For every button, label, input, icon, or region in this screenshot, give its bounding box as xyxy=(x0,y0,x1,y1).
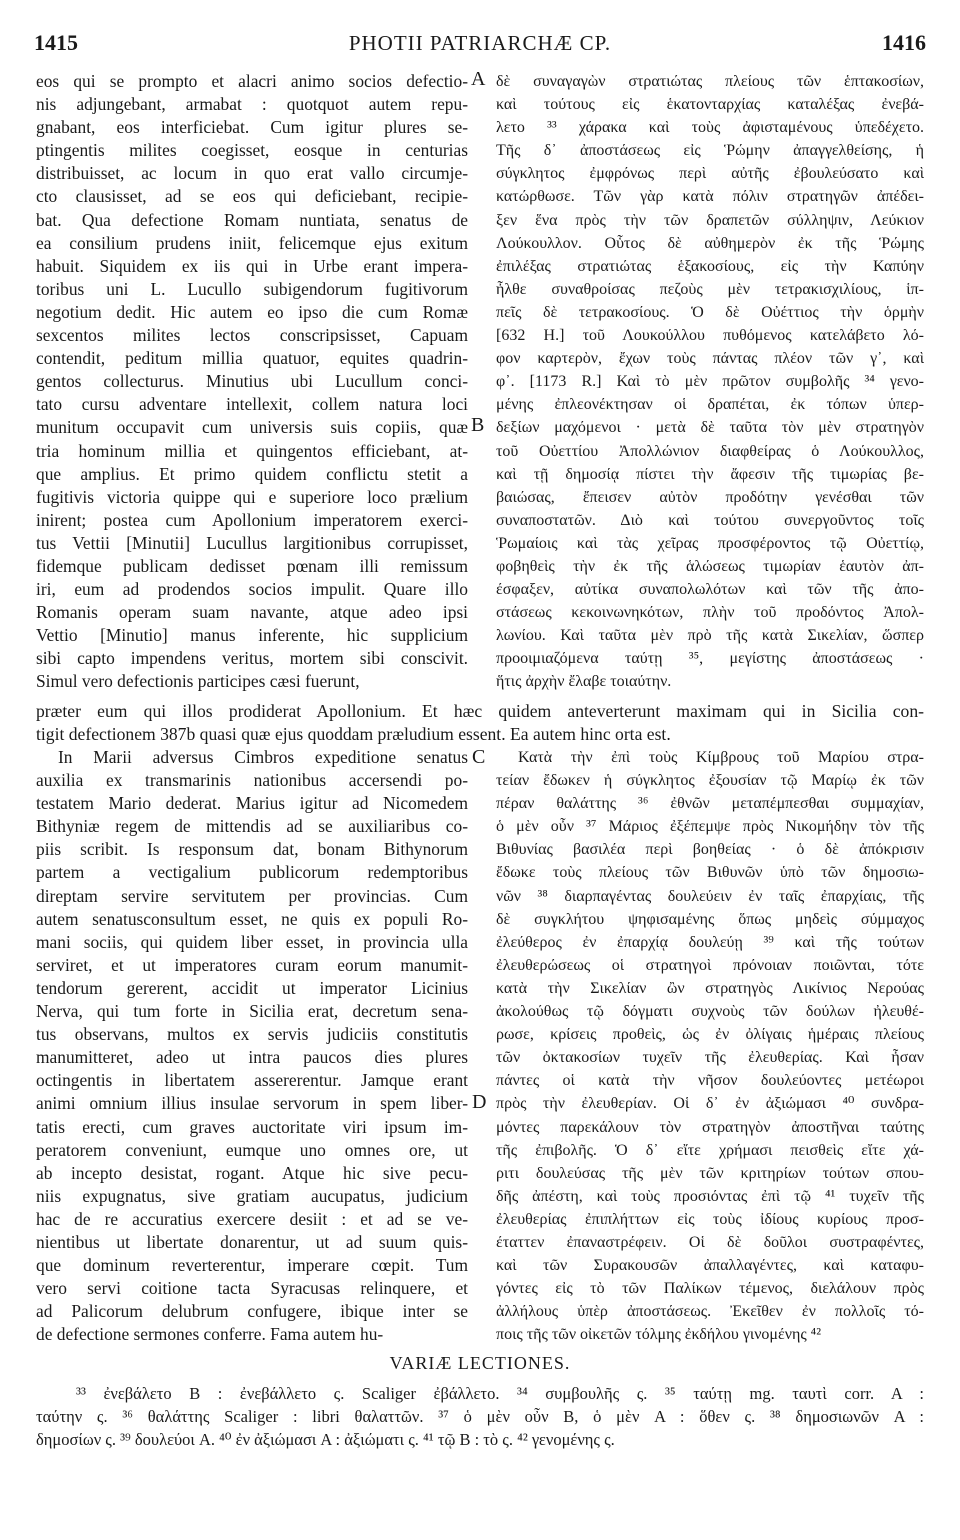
greek-a-line: σύγκλητος ἐμφρόνως περὶ αὐτῆς ἐβουλεύσατο καὶ xyxy=(496,165,924,183)
greek-b-line: κατὰ τὴν Σικελίαν ὢν στρατηγὸς Λικίνιος Νερούας xyxy=(496,979,924,997)
latin-b-line: direptam servire servitutem per provincias. Cum xyxy=(36,885,468,906)
section-marker-d: D xyxy=(472,1091,487,1113)
greek-b-line: πάντες οἱ κατὰ τὴν νῆσον δουλεύοντες μετέωροι xyxy=(496,1072,924,1090)
latin-a-line: distribuisset, ac locum in quo erat vallo circumje- xyxy=(36,163,468,184)
latin-b-line: piis scribit. Is responsum dat, bonam Bithynorum xyxy=(36,839,468,860)
greek-a-line: βαιώσας, ἔπεισεν αὐτὸν προδότην γενέσθαι τῶν xyxy=(496,488,924,506)
greek-b-line: ἀλλήλους ὑπὲρ ἀποστάσεως. Ἐκεῖθεν ἐν πολλοῖς τό- xyxy=(496,1303,924,1321)
right-page-number: 1416 xyxy=(882,30,926,55)
greek-b-line: τῆς ἐπιβολῆς. Ὁ δ᾽ εἴτε χρήμασι πεισθεὶς εἴτε χά- xyxy=(496,1141,924,1159)
latin-a-line: Romanis operam suam navante, atque adeo ipsi xyxy=(36,602,468,623)
latin-a-line: bat. Qua defectione Romam nuntiata, senatus de xyxy=(36,209,468,230)
greek-a-line: μένης ἐπλεονέκτησαν οἱ δραπέται, ἐκ τόπων ὑπερ- xyxy=(496,396,924,414)
latin-b-line: autem senatusconsultum esset, ne quis ex populi Ro- xyxy=(36,908,468,929)
latin-b-line: vero servi coitione tacta Syracusas relinquere, et xyxy=(36,1278,468,1299)
full-width-text xyxy=(36,700,924,746)
latin-b-line: niis expugnatus, sive gratiam aucupatus, judicium xyxy=(36,1185,468,1206)
greek-b-line: Κατὰ τὴν ἐπὶ τοὺς Κίμβρους τοῦ Μαρίου στρα- xyxy=(518,749,924,766)
latin-b-line: manumitteret, adeo ut intra paucos dies plures xyxy=(36,1047,468,1068)
greek-b-line: ἐλεύθερος ἐν ἐπαρχίᾳ δουλεύῃ ³⁹ καὶ τῆς τούτων xyxy=(496,933,924,951)
greek-a-line: ξεν ἕνα πρὸς τὴν τῶν δραπετῶν σύλληψιν, Λεύκιον xyxy=(496,211,924,229)
latin-a-line: tus Vettii [Minutii] Lucullus largitionibus corrupisset, xyxy=(36,532,468,553)
latin-a-line: negotium dedit. Hic autem eo ipso die cum Romæ xyxy=(36,301,468,322)
greek-b-line: ἐλευθερίας ἐπιπλήττων εἰς τοὺς ἰδίους κυρίους προσ- xyxy=(496,1210,924,1228)
latin-a-line: tato cursu adventare intellexit, collem natura loci xyxy=(36,394,468,415)
greek-a-line: [632 H.] τοῦ Λουκούλλου πυθόμενος κατελάβετο λό- xyxy=(496,327,924,345)
greek-a-line: φ᾽. [1173 R.] Καὶ τὸ μὲν πρῶτον συμβολῆς ³⁴ γενο- xyxy=(496,373,924,391)
latin-a-line: fugitivis victoria quippe qui e superiore loco prælium xyxy=(36,486,468,507)
latin-b-line: tendorum gererent, accidit ut imperator Licinius xyxy=(36,977,468,998)
latin-a-line: gentos collecturus. Minutius ubi Lucullum conci- xyxy=(36,371,468,392)
latin-b-line: partem a vectigalium publicorum redemptoribus xyxy=(36,862,468,883)
greek-a-line: Λούκουλλον. Οὗτος δὲ αὐθημερὸν ἐκ τῆς Ῥώμης xyxy=(496,234,924,252)
greek-b-line: ριτι δουλεύσας τῆς μὲν τῶν κριτηρίων τούτων σπου- xyxy=(496,1164,924,1182)
greek-a-line: συναποστατῶν. Διὸ καὶ τούτου συνεργοῦντος τοῖς xyxy=(496,511,924,529)
latin-a-line: inirent; postea cum Apollonium imperatorem exerci- xyxy=(36,509,468,530)
greek-b-line: ἐλευθερώσεως οἱ στρατηγοὶ πρόνοιαν ποιῶνται, τότε xyxy=(496,956,924,974)
latin-a-line: sibi capto impendens veritus, mortem sibi conscivit. xyxy=(36,648,468,669)
variant-readings-notes xyxy=(36,1382,924,1451)
greek-a-line: δὲ συναγαγὼν στρατιώτας πλείους τῶν ἑπτακοσίων, xyxy=(496,73,924,90)
greek-b-line: μόντες παρεκάλουν τὸν στρατηγὸν ἀποστῆναι ταύτης xyxy=(496,1118,924,1136)
latin-column-bottom xyxy=(36,746,468,1346)
latin-a-line: tria hominum millia et quingentos efficiebant, at- xyxy=(36,440,468,461)
latin-b-line: que dominum reverterentur, imperare cœpit. Tum xyxy=(36,1255,468,1276)
latin-a-line: contendit, peditum millia quatuor, equites quadrin- xyxy=(36,348,468,369)
greek-column-top xyxy=(496,70,924,694)
latin-a-line: eos qui se prompto et alacri animo socios defectio- xyxy=(36,71,468,91)
notes-line: ταύτην ς. ³⁶ θαλάττης Scaliger : libri θαλαττῶν. ³⁷ ὁ μὲν οὖν B, ὁ μὲν A : ὅθεν ς. ³⁸ δημοσιωνῶν A : xyxy=(36,1407,924,1426)
greek-a-line: κατώρθωσε. Τῶν γὰρ κατὰ πόλιν στρατηγῶν ἀπέδει- xyxy=(496,188,924,206)
greek-b-line: τῶν ὀκτακοσίων τυχεῖν τῆς ἐλευθερίας. Καὶ ἦσαν xyxy=(496,1049,924,1067)
variae-lectiones-title: VARIÆ LECTIONES. xyxy=(389,1353,571,1373)
greek-b-line: έταττεν ἐπαναστρέφειν. Οἱ δὲ δοῦλοι συστραφέντες, xyxy=(496,1233,924,1251)
latin-b-line: animi omnium illius insulae servorum in spem liber- xyxy=(36,1093,468,1114)
greek-a-line: καὶ τῇ δημοσίᾳ πίστει τὴν ἄφεσιν τῆς τιμωρίας βε- xyxy=(496,465,924,483)
left-page-number: 1415 xyxy=(34,30,78,55)
latin-a-line: que amplius. Et primo quidem conflictu stetit a xyxy=(36,463,468,484)
notes-line: δημοσίων ς. ³⁹ δουλεύοι A. ⁴⁰ ἐν ἀξιώμασι A : ἀξιώματι ς. ⁴¹ τῷ B : τὸ ς. ⁴² γενομένης ς. xyxy=(36,1430,615,1449)
latin-a-line: cto clausisset, ad se eos qui deficiebant, recipie- xyxy=(36,186,468,207)
latin-b-line: ab incepto desistat, rogant. Atque hic sive pecu- xyxy=(36,1162,468,1183)
latin-column-top xyxy=(36,70,468,694)
latin-a-line: ea consilium prudens iniit, felicemque ejus exitum xyxy=(36,232,468,253)
greek-a-line: δεξίων μαχόμενοι · μετὰ δὲ ταῦτα τὸν μὲν στρατηγὸν xyxy=(496,419,924,437)
latin-b-line: Nerva, qui tum forte in Sicilia erat, decretum sena- xyxy=(36,1001,468,1022)
latin-a-line: fidemque publicam dedisset pœnam illi remissum xyxy=(36,555,468,576)
section-marker-a: A xyxy=(471,68,486,90)
latin-b-line: octingentis in libertatem assererentur. Jamque erant xyxy=(36,1070,468,1091)
latin-a-line: iri, eum ad prodendos socios impulit. Quare illo xyxy=(36,579,468,600)
notes-line: ³³ ἐνεβάλετο B : ἐνεβάλλετο ς. Scaliger ἐβάλλετο. ³⁴ συμβουλῆς ς. ³⁵ ταύτῃ mg. ταυτὶ corr. A : xyxy=(76,1384,924,1403)
greek-a-line: στάσεως κεκοινωνηκότων, πλὴν τοῦ προδόντος Ἀπολ- xyxy=(496,604,924,622)
latin-b-line: nientibus ut libertate donarentur, ut ad suum quis- xyxy=(36,1231,468,1252)
greek-a-line: λωνίου. Καὶ ταῦτα μὲν πρὸ τῆς κατὰ Σικελίαν, ὥσπερ xyxy=(496,627,924,645)
greek-b-line: γόντες εἰς τὸ τῶν Παλίκων τέμενος, διελάλουν πρὸς xyxy=(496,1280,924,1298)
greek-b-line: Βιθυνίας βασιλέα περὶ βοηθείας · ὁ δὲ ἀπόκρισιν xyxy=(496,841,924,859)
greek-b-line: πρὸς τὴν ἐλευθερίαν. Οἱ δ᾽ ἐν ἀξιώμασι ⁴⁰ συνδρα- xyxy=(496,1095,924,1113)
latin-a-line: sexcentos milites lectos conscripsisset, Capuam xyxy=(36,325,468,346)
greek-b-line: δὲ συγκλήτου ψηφισαμένης ὅπως μηδεὶς σύμμαχος xyxy=(496,910,924,928)
latin-b-line: Bithyniæ regem de mittendis ad se auxiliaribus co- xyxy=(36,816,468,837)
greek-b-line: ἀκολούθως τῷ δόγματι συχνοὺς τῶν δούλων ἠλευθέ- xyxy=(496,1003,924,1021)
full-width-line: præter eum qui illos prodiderat Apollonium. Et hæc quidem anteverterunt maximam qui in Sicilia con- xyxy=(36,701,924,721)
latin-a-line: nis adjungebant, armabat : quotquot autem repu- xyxy=(36,94,468,115)
greek-a-line: λετο ³³ χάρακα καὶ τοὺς ἀφισταμένους ὑπεδέχετο. xyxy=(496,119,924,137)
latin-a-line: gnabant, eos interficiebat. Cum igitur plures se- xyxy=(36,117,468,138)
latin-b-line: tatis erecti, cum graves auctoritate viri ipsum im- xyxy=(36,1116,468,1137)
latin-b-line: de defectione sermones conferre. Fama autem hu- xyxy=(36,1324,384,1345)
greek-a-line: φοβηθεὶς τὴν ἐκ τῆς ἁλώσεως τιμωρίαν ἑαυτὸν ἀπ- xyxy=(496,557,924,575)
greek-a-line: φον καρτερὸν, ἔχων τοὺς πάντας πλέον τῶν γ᾽, καὶ xyxy=(496,350,924,368)
greek-b-line: πέραν θαλάττης ³⁶ ἐθνῶν μεταπέμπεσθαι συμμαχίαν, xyxy=(496,795,924,813)
greek-b-line: ὁ μὲν οὖν ³⁷ Μάριος ἐξέπεμψε πρὸς Νικομήδην τὸν τῆς xyxy=(496,818,924,836)
latin-b-line: In Marii adversus Cimbros expeditione senatus xyxy=(58,747,468,767)
greek-a-line: τοῦ Οὐεττίου Ἀπολλώνιον διαφθείρας ὁ Λούκουλλος, xyxy=(496,442,924,460)
latin-b-line: peratorem conveniunt, eumque uno omnes ore, ut xyxy=(36,1139,468,1160)
greek-b-line: τείαν ἔδωκεν ἡ σύγκλητος ἐξουσίαν τῷ Μαρίῳ ἐκ τῶν xyxy=(496,772,924,790)
greek-b-line: νῶν ³⁸ διαρπαγέντας δουλεύειν ἐν ταῖς ἐπαρχίαις, τῆς xyxy=(496,887,924,905)
page-header xyxy=(34,30,926,60)
section-marker-c: C xyxy=(472,746,486,768)
latin-b-line: tus observans, multos ex servis judiciis constitutis xyxy=(36,1024,468,1045)
greek-a-line: ἥτις ἀρχὴν ἔλαβε τοιαύτην. xyxy=(496,673,672,691)
greek-a-line: καὶ τούτους εἰς ἑκατονταρχίας καταλέξας ἐνεβά- xyxy=(496,96,924,114)
full-width-line: tigit defectionem 387b quasi quæ ejus quoddam præludium essent. Ea autem hinc orta est. xyxy=(36,724,671,745)
greek-a-line: έσφαξεν, αὐτίκα συναπολωλότων καὶ τῶν τῆς ἀπο- xyxy=(496,581,924,599)
greek-a-line: ἦλθε συναθροίσας πεζοὺς μὲν τετρακισχιλίους, ἱπ- xyxy=(496,280,924,298)
latin-a-line: habuit. Siquidem ex iis qui in Urbe erant impera- xyxy=(36,255,468,276)
greek-a-line: Ῥωμαίοις καὶ τὰς χεῖρας προσφέροντος τῷ Οὐεττίῳ, xyxy=(496,534,924,552)
latin-a-line: ptingentis milites coegisset, eosque in centurias xyxy=(36,140,468,161)
greek-b-line: καὶ τῶν Συρακουσῶν ἀπαλλαγέντες, καὶ καταφυ- xyxy=(496,1257,924,1275)
greek-b-line: ρωσε, κρίσεις προθεὶς, ὡς ἐν ὀλίγαις ἡμέραις πλείους xyxy=(496,1026,924,1044)
greek-a-line: πεῖς δὲ τετρακοσίους. Ὁ δὲ Οὐέττιος τὴν ὁρμὴν xyxy=(496,303,924,321)
greek-b-line: ἔδωκε τοὺς πλείους τῶν Βιθυνῶν ὑπὸ τῶν δημοσιω- xyxy=(496,864,924,882)
latin-b-line: testatem Mario dederat. Marius igitur ad Nicomedem xyxy=(36,793,468,814)
greek-column-bottom xyxy=(496,746,924,1346)
greek-b-line: δῆς ἀπέστη, καὶ τοὺς προσιόντας ἐπὶ τῷ ⁴¹ τυχεῖν τῆς xyxy=(496,1187,924,1205)
running-title: PHOTII PATRIARCHÆ CP. xyxy=(348,31,612,55)
latin-b-line: auxilia ex transmarinis nationibus accersendi po- xyxy=(36,770,468,791)
greek-a-line: Τῆς δ᾽ ἀποστάσεως εἰς Ῥώμην ἀπαγγελθείσης, ἡ xyxy=(496,142,924,160)
greek-a-line: προοιμιαζόμενα ταύτῃ ³⁵, μεγίστης ἀποστάσεως · xyxy=(496,650,924,668)
latin-a-line: munitum occupavit cum universis suis copiis, quæ xyxy=(36,417,468,438)
latin-b-line: mani sociis, qui quidem liber esset, in provincia ulla xyxy=(36,931,468,952)
latin-b-line: serviret, et ut imperatores curam eorum manumit- xyxy=(36,954,468,975)
latin-a-line: toribus uni L. Lucullo subigendorum fugitivorum xyxy=(36,278,468,299)
section-marker-b: B xyxy=(471,414,485,436)
greek-b-line: ποις τῆς τῶν οἰκετῶν τόλμης ἐκδήλου γινομένης ⁴² xyxy=(496,1326,822,1344)
latin-a-line: Vettio [Minutio] manus inferente, hic supplicium xyxy=(36,625,468,646)
latin-b-line: ad Palicorum delubrum confugere, ibique inter se xyxy=(36,1301,468,1322)
latin-a-line: Simul vero defectionis participes cæsi fuerunt, xyxy=(36,671,360,692)
greek-a-line: ἐπιλέξας στρατιώτας ἑξακοσίους, εἰς τὴν Καπύην xyxy=(496,257,924,275)
latin-b-line: hac de re accuratius exercere desiit : et ad se ve- xyxy=(36,1208,468,1229)
